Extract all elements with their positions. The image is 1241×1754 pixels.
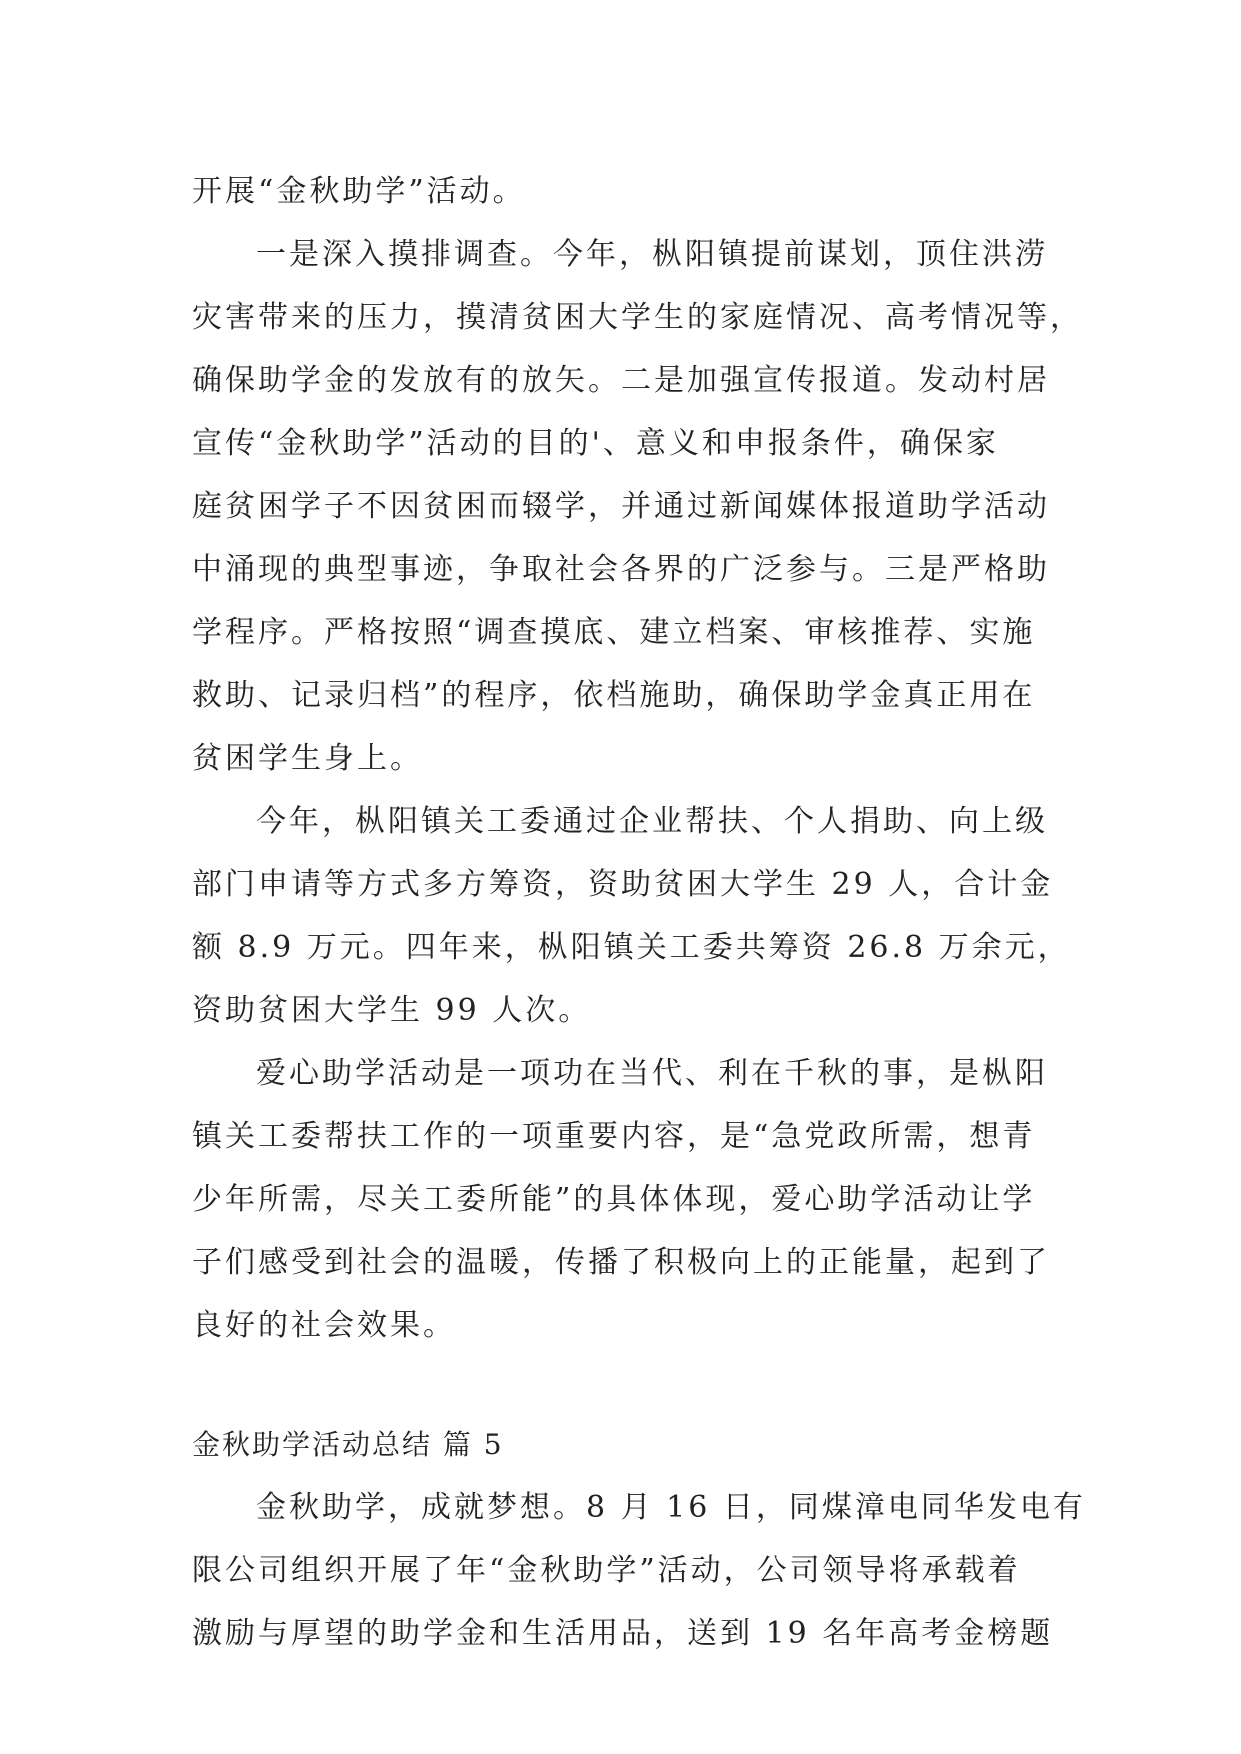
- document-page: [192, 160, 1086, 1665]
- text-line: 良好的社会效果。: [192, 1308, 456, 1343]
- section-heading: 金秋助学活动总结 篇 5: [192, 1428, 504, 1461]
- text-line: 子们感受到社会的温暖，传播了积极向上的正能量，起到了: [192, 1245, 1050, 1280]
- text-line: 确保助学金的发放有的放矢。二是加强宣传报道。发动村居: [192, 363, 1050, 398]
- text-line: 激励与厚望的助学金和生活用品，送到 19 名年高考金榜题: [192, 1616, 1054, 1651]
- paragraph-start-line: 今年，枞阳镇关工委通过企业帮扶、个人捐助、向上级: [256, 804, 1048, 839]
- text-line: 少年所需，尽关工委所能”的具体体现，爱心助学活动让学: [192, 1182, 1036, 1217]
- text-line: 庭贫困学子不因贫困而辍学，并通过新闻媒体报道助学活动: [192, 489, 1050, 524]
- text-line: 开展“金秋助学”活动。: [192, 174, 526, 209]
- paragraph-start-line: 爱心助学活动是一项功在当代、利在千秋的事，是枞阳: [256, 1056, 1048, 1091]
- section-gap: [192, 1357, 1054, 1413]
- text-line: 镇关工委帮扶工作的一项重要内容，是“急党政所需，想青: [192, 1119, 1036, 1154]
- paragraph-start-line: 一是深入摸排调查。今年，枞阳镇提前谋划，顶住洪涝: [256, 237, 1048, 272]
- text-line: 灾害带来的压力，摸清贫困大学生的家庭情况、高考情况等，: [192, 300, 1083, 335]
- text-line: 救助、记录归档”的程序，依档施助，确保助学金真正用在: [192, 678, 1036, 713]
- text-line: 部门申请等方式多方筹资，资助贫困大学生 29 人，合计金: [192, 867, 1054, 902]
- paragraph-start-line: 金秋助学，成就梦想。8 月 16 日，同煤漳电同华发电有: [256, 1490, 1086, 1525]
- text-line: 贫困学生身上。: [192, 741, 423, 776]
- text-line: 资助贫困大学生 99 人次。: [192, 993, 592, 1028]
- text-line: 限公司组织开展了年“金秋助学”活动，公司领导将承载着: [192, 1553, 1021, 1588]
- text-line: 中涌现的典型事迹，争取社会各界的广泛参与。三是严格助: [192, 552, 1050, 587]
- text-line: 学程序。严格按照“调查摸底、建立档案、审核推荐、实施: [192, 615, 1036, 650]
- text-line: 额 8.9 万元。四年来，枞阳镇关工委共筹资 26.8 万余元，: [192, 930, 1071, 965]
- text-line: 宣传“金秋助学”活动的目的'、意义和申报条件，确保家: [192, 426, 999, 461]
